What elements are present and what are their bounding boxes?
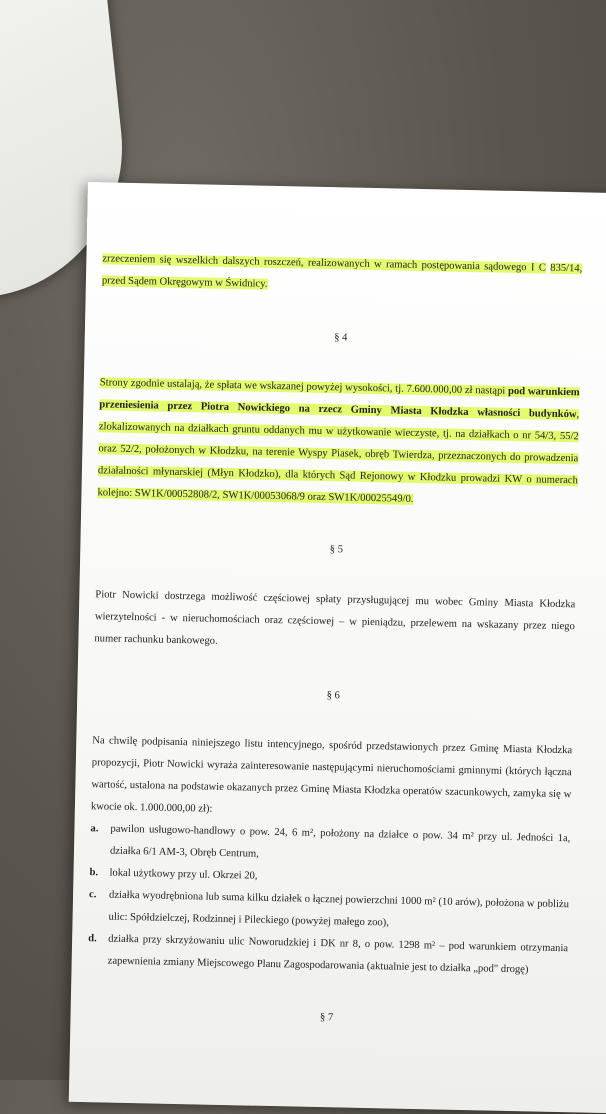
intro-paragraph — [102, 248, 583, 302]
list-item-letter: c. — [88, 889, 97, 901]
list-item-text: działka przy skrzyżowaniu ulic Noworudzkiej i DK nr 8, o pow. 1298 m² – pod warunkiem otrzymania zapewnienia zmiany Miejscowego Planu Zagospodarowania (aktualnie jest to działka „pod" drogę) — [107, 933, 569, 976]
list-item-letter: b. — [89, 867, 99, 879]
list-item-letter: a. — [90, 823, 99, 835]
list-item-text: działka wyodrębniona lub suma kilku działek o łącznej powierzchni 1000 m² (10 arów), położona w pobliżu ulic: Spółdzielczej, Rodzinnej i Pileckiego (powyżej małego zoo), — [108, 889, 570, 929]
section-7-title: § 7 — [319, 1012, 334, 1024]
document-body — [86, 248, 583, 1062]
section-5-title: § 5 — [329, 544, 344, 556]
section-4-title: § 4 — [334, 332, 348, 344]
list-item-text: pawilon usługowo-handlowy o pow. 24, 6 m², położony na działce o pow. 34 m² przy ul. Jedności 1a, działka 6/1 AM-3, Obręb Centrum, — [109, 823, 571, 860]
property-list — [87, 818, 570, 982]
section-6-title: § 6 — [326, 690, 341, 702]
section-4-text-b: , zlokalizowanych na działkach gruntu oddanych mu w użytkowanie wieczyste, tj. na działkach o nr 54/3, 55/2 oraz 52/2, położonych w Kłodzku, na terenie Wyspy Piasek, obręb Twierdza, przeznaczonych do prowadzenia działalności młynarskiej (Młyn Kłodzko), dla których Sąd Rejonowy w Kłodzku prowadzi KW o numerach kolejno: SW1K/00052808/2, SW1K/00053068/9 oraz SW1K/00025549/0. — [97, 409, 580, 505]
section-6-paragraph: Na chwilę podpisania niniejszego listu intencyjnego, spośród przedstawionych przez Gminę Miasta Kłodzka propozycji, Piotr Nowicki wyraża zainteresowanie następującymi nieruchomościami gminnymi (których łączna wartość, ustalona na podstawie okazanych przez Gminę Miasta Kłodzka operatów szacunkowych, zamyka się w kwocie ok. 1.000.000,00 zł): — [90, 735, 573, 815]
intro-line-1: zrzeczeniem się wszelkich dalszych roszczeń, realizowanych w ramach postępowania sądowego I C — [102, 253, 546, 274]
list-item-text: lokal użytkowy przy ul. Okrzei 20, — [109, 867, 258, 882]
list-item — [87, 928, 568, 982]
section-4-text-bold: pod warunkiem przeniesienia przez Piotra Nowickiego na rzecz Gminy Miasta Kłodzka własności budynków — [99, 385, 580, 421]
list-item-letter: d. — [88, 933, 97, 945]
section-5-paragraph: Piotr Nowicki dostrzega możliwość częściowej spłaty przysługującej mu wobec Gminy Miasta Kłodzka wierzytelności - w nieruchomościach oraz częściowej – w pieniądzu, przelewem na wskazany przez niego numer rachunku bankowego. — [94, 589, 576, 647]
intro-line-2: 835/14, przed Sądem Okręgowym w Świdnicy. — [101, 262, 583, 290]
document-page — [69, 182, 606, 1114]
section-4-text-a: Strony zgodnie ustalają, że spłata we wskazanej powyżej wysokości, tj. 7.600.000,00 zł nastąpi — [99, 377, 509, 397]
section-4-paragraph — [97, 372, 580, 514]
